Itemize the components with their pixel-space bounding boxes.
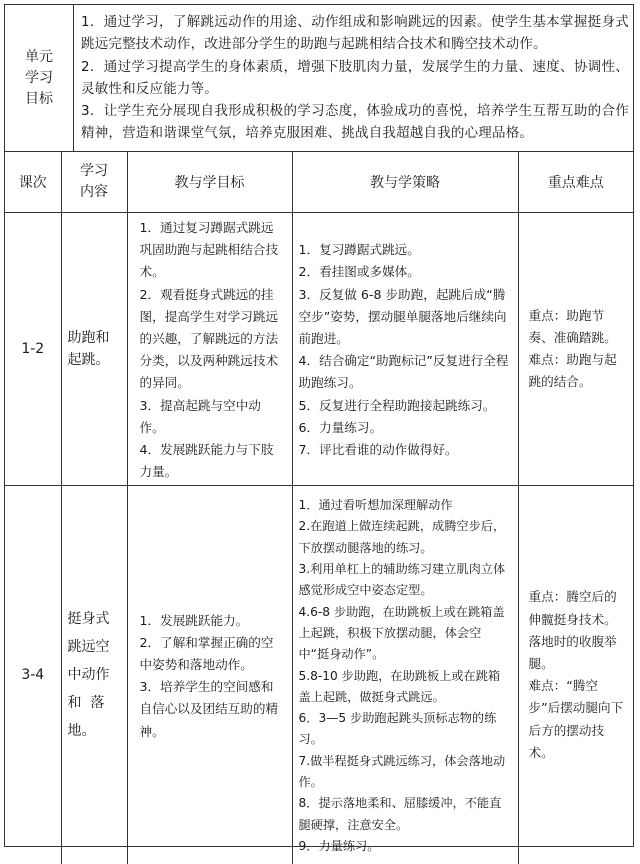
lesson-content-line: 地。 [67, 723, 96, 740]
table-header-row [5, 152, 633, 213]
strategy-item: 2.在跑道上做连续起跳，成腾空步后，下放摆动腿落地的练习。 [298, 519, 506, 555]
difficulty: 难点：助跑与起跳的结合。 [528, 352, 617, 390]
unit-goal-row [5, 5, 633, 152]
lesson-content-line: 挺身式 [67, 611, 110, 628]
header-lesson: 课次 [5, 152, 61, 213]
unit-goal-label-line: 学习 [25, 69, 53, 86]
lesson-goals [127, 486, 292, 864]
strategy-item: 6．3—5 步助跑起跳头顶标志物的练习。 [298, 711, 497, 747]
key-point: 重点：助跑节奏、准确踏跳。 [528, 307, 617, 346]
lesson-content-line: 和 落 [67, 695, 105, 712]
strategy-item: 3.利用单杠上的辅助练习建立肌肉立体感觉形成空中姿态定型。 [298, 562, 506, 598]
goal-item: 3．培养学生的空间感和自信心以及团结互助的精神。 [139, 679, 279, 739]
goal-item: 1．发展跳跃能力。 [139, 612, 249, 628]
lesson-content [61, 486, 127, 864]
difficulty: 难点：“腾空步”后摆动腿向下后方的摆动技术。 [528, 678, 624, 760]
lesson-plan-table [4, 4, 634, 853]
unit-goal-label [5, 5, 74, 151]
strategy-item: 9．力量练习。 [298, 838, 380, 853]
strategy-item: 8．提示落地柔和、屈膝缓冲，不能直腿硬撑，注意安全。 [298, 796, 502, 832]
strategy-item: 5.8-10 步助跑，在助跳板上或在跳箱盖上起跳，做挺身式跳远。 [298, 668, 501, 704]
table-row [5, 486, 633, 864]
goal-item: 2．了解和掌握正确的空中姿势和落地动作。 [139, 634, 274, 672]
header-keys: 重点难点 [518, 152, 633, 213]
strategy-item: 4.6-8 步助跑，在助跳板上或在跳箱盖上起跳，积极下放摆动腿，体会空中“挺身动作”。 [298, 604, 505, 662]
unit-goal-paragraph: 3．让学生充分展现自我形成积极的学习态度，体验成功的喜悦，培养学生互帮互助的合作精神，营造和谐课堂气氛，培养克服困难、挑战自我超越自我的心理品格。 [81, 103, 629, 142]
lesson-keys [518, 486, 633, 864]
unit-goal-label-line: 目标 [25, 90, 53, 107]
header-strategies: 教与学策略 [292, 152, 518, 213]
goal-item: 1．通过复习蹲踞式跳远巩固助跑与起跳相结合技术。 [139, 220, 279, 280]
strategy-item: 2．看挂图或多媒体。 [298, 264, 420, 280]
strategy-item: 1．复习蹲踞式跳远。 [298, 242, 420, 258]
table-row [5, 213, 633, 486]
header-content-line: 内容 [80, 184, 108, 200]
strategy-item: 7.做半程挺身式跳远练习，体会落地动作。 [298, 753, 506, 790]
strategy-item: 4．结合确定“助跑标记”反复进行全程助跑练习。 [298, 353, 509, 391]
header-content-line: 学习 [80, 163, 108, 179]
unit-goal-label-line: 单元 [25, 48, 53, 65]
header-content [61, 152, 127, 213]
unit-goal-paragraph: 1．通过学习，了解跳远动作的用途、动作组成和影响跳远的因素。使学生基本掌握挺身式跳远完整技术动作，改进部分学生的助跑与起跳相结合技术和腾空技术动作。 [81, 14, 629, 53]
lesson-number: 1-2 [5, 213, 61, 486]
strategy-item: 7．评比看谁的动作做得好。 [298, 442, 458, 458]
lesson-strategies [292, 486, 518, 864]
lesson-strategies [292, 213, 518, 486]
key-point: 重点：腾空后的伸髋挺身技术。落地时的收腹举腿。 [528, 589, 617, 671]
goal-item: 2．观看挺身式跳远的挂图，提高学生对学习跳远的兴趣，了解跳远的方法分类，以及两种跳远技术的异同。 [139, 286, 279, 391]
header-goals: 教与学目标 [127, 152, 292, 213]
lesson-content: 助跑和起跳。 [61, 213, 127, 486]
unit-goal-paragraph: 2．通过学习提高学生的身体素质，增强下肢肌肉力量，发展学生的力量、速度、协调性、灵敏性和反应能力等。 [81, 58, 629, 97]
goal-item: 3．提高起跳与空中动作。 [139, 397, 261, 435]
goal-item: 4．发展跳跃能力与下肢力量。 [139, 442, 274, 480]
lesson-content-line: 中动作 [67, 667, 110, 684]
strategy-item: 1．通过看听想加深理解动作 [298, 498, 453, 513]
lesson-content-line: 跳远空 [67, 639, 110, 656]
strategy-item: 3．反复做 6-8 步助跑，起跳后成“腾空步”姿势，摆动腿单腿落地后继续向前跑进。 [298, 286, 507, 347]
lesson-goals [127, 213, 292, 486]
lesson-keys [518, 213, 633, 486]
lesson-table [5, 152, 633, 864]
lesson-number: 3-4 [5, 486, 61, 864]
strategy-item: 5．反复进行全程助跑接起跳练习。 [298, 397, 496, 413]
unit-goal-text [81, 11, 629, 145]
strategy-item: 6．力量练习。 [298, 419, 383, 435]
